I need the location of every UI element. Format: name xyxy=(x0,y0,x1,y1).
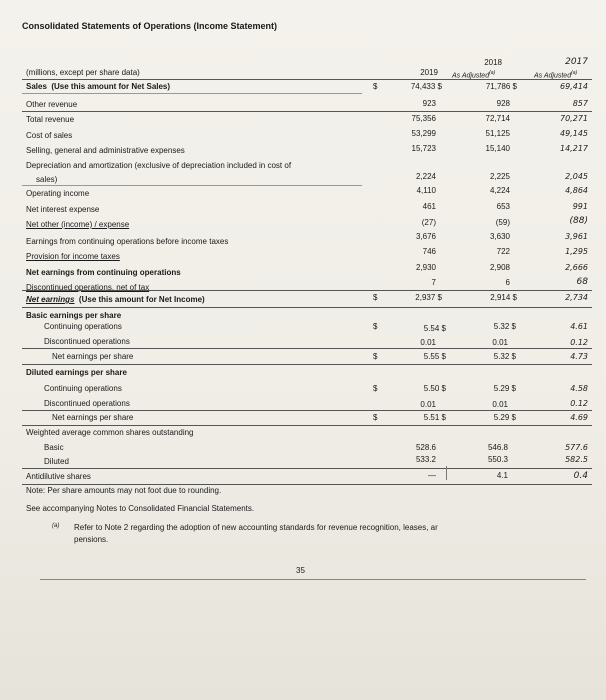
other-revenue-2018: 928 xyxy=(496,99,510,108)
tax-2019: 746 xyxy=(422,247,436,256)
net-continuing-2019: 2,930 xyxy=(415,263,436,272)
diluted-continuing-currency: $ xyxy=(373,384,378,393)
shares-diluted-2017: 582.5 xyxy=(565,455,588,464)
sales-2019: 74,433 $ xyxy=(410,82,442,91)
shares-basic-label: Basic xyxy=(44,443,64,452)
ebt-label: Earnings from continuing operations before income taxes xyxy=(26,237,229,246)
diluted-eps-heading: Diluted earnings per share xyxy=(26,368,127,377)
da-label: Depreciation and amortization (exclusive of depreciation included in cost of xyxy=(26,161,292,170)
discontinued-2017: 68 xyxy=(576,277,588,287)
net-continuing-2018: 2,908 xyxy=(489,263,510,272)
shares-basic-2018: 546.8 xyxy=(487,443,508,452)
net-interest-2017: 991 xyxy=(572,202,588,211)
rounding-note: Note: Per share amounts may not foot due to rounding. xyxy=(26,486,222,495)
footnote-line-1: Refer to Note 2 regarding the adoption of new accounting standards for revenue recognition, leases, ar xyxy=(74,523,438,532)
diluted-continuing-label: Continuing operations xyxy=(44,384,122,393)
page-number: 35 xyxy=(296,566,305,575)
total-revenue-label: Total revenue xyxy=(26,115,75,124)
col-2019-header: 2019 xyxy=(420,68,438,77)
basic-discontinued-label: Discontinued operations xyxy=(44,337,130,346)
diluted-discontinued-2019: 0.01 xyxy=(420,400,436,409)
shares-diluted-2018: 550.3 xyxy=(487,455,508,464)
col-2017-subheader: As Adjusted$^{(a)}$ xyxy=(534,70,578,80)
footnote-line-2: pensions. xyxy=(74,535,109,544)
net-continuing-2017: 2,666 xyxy=(565,263,588,272)
diluted-continuing-2018: 5.29 $ xyxy=(493,384,516,393)
sga-label: Selling, general and administrative expenses xyxy=(26,146,185,155)
antidilutive-2017: 0.4 xyxy=(573,471,588,481)
other-revenue-label: Other revenue xyxy=(26,100,78,109)
basic-net-2018: 5.32 $ xyxy=(493,352,516,361)
diluted-net-2019: 5.51 $ xyxy=(423,413,446,422)
net-other-2018: (59) xyxy=(495,218,510,227)
ebt-2017: 3,961 xyxy=(565,232,588,241)
sales-currency: $ xyxy=(373,82,378,91)
shares-diluted-2019: 533.2 xyxy=(415,455,436,464)
sales-label: Sales (Use this amount for Net Sales) xyxy=(26,82,171,91)
da-label-continued: sales) xyxy=(36,175,58,184)
other-revenue-2019: 923 xyxy=(422,99,436,108)
basic-discontinued-2017: 0.12 xyxy=(570,338,588,347)
cost-of-sales-2019: 53,299 xyxy=(411,129,436,138)
sga-2019: 15,723 xyxy=(411,144,436,153)
tax-2017: 1,295 xyxy=(565,247,588,256)
tax-label: Provision for income taxes xyxy=(26,252,120,261)
total-revenue-2017: 70,271 xyxy=(560,114,588,123)
sga-2017: 14,217 xyxy=(560,144,588,153)
col-2018-header: 2018 xyxy=(484,58,502,67)
ebt-2018: 3,630 xyxy=(489,232,510,241)
basic-continuing-currency: $ xyxy=(373,322,378,331)
total-revenue-2019: 75,356 xyxy=(411,114,436,123)
basic-net-2019: 5.55 $ xyxy=(423,352,446,361)
net-earnings-2018: 2,914 $ xyxy=(490,293,517,302)
tax-2018: 722 xyxy=(496,247,510,256)
header-rule xyxy=(22,79,592,80)
diluted-continuing-2017: 4.58 xyxy=(570,384,588,393)
diluted-net-2017: 4.69 xyxy=(570,413,588,422)
shares-diluted-label: Diluted xyxy=(44,457,69,466)
basic-net-currency: $ xyxy=(373,352,378,361)
net-other-2017: (88) xyxy=(569,216,588,226)
footnote-marker: (a) xyxy=(52,523,60,529)
diluted-net-currency: $ xyxy=(373,413,378,422)
basic-continuing-2018: 5.32 $ xyxy=(493,322,516,331)
shares-heading: Weighted average common shares outstanding xyxy=(26,428,194,437)
basic-discontinued-2019: 0.01 xyxy=(420,338,436,347)
shares-basic-2017: 577.6 xyxy=(565,443,588,452)
other-revenue-2017: 857 xyxy=(572,99,588,108)
cost-of-sales-2017: 49,145 xyxy=(560,129,588,138)
discontinued-2019: 7 xyxy=(431,278,436,287)
cost-of-sales-label: Cost of sales xyxy=(26,131,73,140)
sga-2018: 15,140 xyxy=(485,144,510,153)
shares-basic-2019: 528.6 xyxy=(415,443,436,452)
net-other-2019: (27) xyxy=(421,218,436,227)
antidilutive-2019: — xyxy=(428,471,436,480)
diluted-net-label: Net earnings per share xyxy=(52,413,134,422)
col-2018-subheader: As Adjusted$^{(a)}$ xyxy=(452,70,496,80)
operating-income-2017: 4,864 xyxy=(565,186,588,195)
ebt-2019: 3,676 xyxy=(415,232,436,241)
col-2017-header: 2017 xyxy=(565,57,588,67)
total-revenue-2018: 72,714 xyxy=(485,114,510,123)
discontinued-2018: 6 xyxy=(505,278,510,287)
antidilutive-2018: 4.1 xyxy=(496,471,508,480)
antidilutive-label: Antidilutive shares xyxy=(26,472,91,481)
da-2017: 2,045 xyxy=(565,172,588,181)
diluted-net-2018: 5.29 $ xyxy=(493,413,516,422)
diluted-discontinued-label: Discontinued operations xyxy=(44,399,130,408)
sales-2018: 71,786 $ xyxy=(485,82,517,91)
see-notes: See accompanying Notes to Consolidated Financial Statements. xyxy=(26,504,255,513)
sales-2017: 69,414 xyxy=(560,82,588,91)
net-continuing-label: Net earnings from continuing operations xyxy=(26,268,181,277)
basic-net-label: Net earnings per share xyxy=(52,352,134,361)
da-2019: 2,224 xyxy=(415,172,436,181)
net-earnings-2019: 2,937 $ xyxy=(415,293,442,302)
net-interest-label: Net interest expense xyxy=(26,205,100,214)
basic-continuing-2017: 4.61 xyxy=(570,322,588,331)
operating-income-label: Operating income xyxy=(26,189,90,198)
net-earnings-currency: $ xyxy=(373,293,378,302)
basic-continuing-2019: 5.54 $ xyxy=(423,324,446,333)
diluted-continuing-2019: 5.50 $ xyxy=(423,384,446,393)
basic-discontinued-2018: 0.01 xyxy=(492,338,508,347)
net-other-label: Net other (income) / expense xyxy=(26,220,130,229)
discontinued-label: Discontinued operations, net of tax xyxy=(26,283,150,292)
net-interest-2019: 461 xyxy=(422,202,436,211)
operating-income-2018: 4,224 xyxy=(489,186,510,195)
diluted-discontinued-2018: 0.01 xyxy=(492,400,508,409)
net-earnings-label: Net earnings (Use this amount for Net Income) xyxy=(26,295,205,304)
basic-net-2017: 4.73 xyxy=(570,352,588,361)
net-earnings-2017: 2,734 xyxy=(565,293,588,302)
basic-eps-heading: Basic earnings per share xyxy=(26,311,122,320)
net-interest-2018: 653 xyxy=(496,202,510,211)
statement-title: Consolidated Statements of Operations (Income Statement) xyxy=(22,21,278,31)
da-2018: 2,225 xyxy=(489,172,510,181)
basic-continuing-label: Continuing operations xyxy=(44,322,122,331)
operating-income-2019: 4,110 xyxy=(416,186,436,195)
cost-of-sales-2018: 51,125 xyxy=(485,129,510,138)
units-label: (millions, except per share data) xyxy=(26,68,140,77)
diluted-discontinued-2017: 0.12 xyxy=(570,399,588,408)
